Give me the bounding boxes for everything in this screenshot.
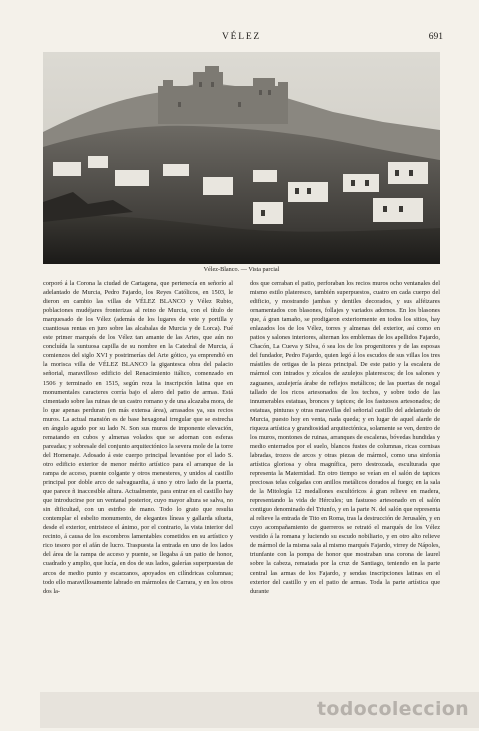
page-title: VÉLEZ bbox=[221, 32, 262, 42]
text-column-left bbox=[43, 279, 233, 679]
running-head bbox=[40, 32, 443, 46]
photo-caption: Vélez-Blanco. — Vista parcial bbox=[203, 266, 280, 273]
castle-photo-illustration bbox=[43, 52, 440, 264]
text-column-right bbox=[250, 279, 440, 679]
body-paragraph-right: dos que cerraban el patio, perforaban los recios muros ocho ventanales del mismo estilo plateresco, también superpuestos, cuatro en cada cuerpo del edificio, y mostrando jambas y dentiles decorados, y sus alféizares ornamentados con blasones, follajes y variados adornos. En los blasones que, á gran tamaño, se prodigaron exteriormente en todos los sitios, hay enlazados los de los Vélez, torres y almenas del exterior, así como en patios y salones interiores, alternan los emblemas de los apellidos Fajardo, Chacón, La Cueva y Silva, ó sea los de los progenitores y de las esposas del fundador, Pedro Fajardo, quien legó á los escudos de sus villas los tres mástiles de ortigas de la pieza principal. De este patio y la escalera de mármol con intrados y zócalos de azulejos platerescos; de los salones y zaguanes, azulejería árabe de reflejos metálicos; de las puertas de nogal tallado de los ricos artesonados de los techos, y sobre todo de las innumerables estatuas, bronces y tapices; de los fastuosos artesonados; de estatuas, pinturas y otras maravillas del señorial castillo del adelantado de Murcia, puesto hoy en venta, nada queda; y en lugar de aquel alarde de riqueza artística y grandiosidad arquitectónica, solamente se ven, dentro de los muros, montones de ruinas, arranques de escaleras, bóvedas hundidas y medio enterrados por el suelo, blancos fustes de columnas, ricas cornisas labradas, trozos de arcos y otras piezas de mármol, como una sinfonía artística gloriosa y obra magnífica, pero destrozada, esculturada que representa la Maternidad. En otro tiempo se veían en el salón de tapices preciosas telas colgadas con anillos metálicos dorados al fuego; en la sala de la Mitología 12 medallones escultóricos á gran relieve en madera, representando la vida de Hércules; un fastuoso artesonado en el salón contiguo denominado del Triunfo, y en la parte N. del salón que representa al relieve la entrada de Tito en Roma, tras la destrucción de Jerusalén, y en cuyo acompañamiento de guerreros se retrató el marqués de los Vélez vestido á la romana y luciendo su escudo nobiliario, y en otro alto relieve de mármol de la misma sala al mismo marqués Fajardo, virrey de Nápoles, triunfante con la pompa de honor que mostraban una corona de laurel sobre la cabeza, rematada por la cruz de Santiago, teniendo en la parte central las armas de los Fajardo, y sendas inscripciones latinas en el exterior del castillo y en el patio de armas. Toda la parte artística que durante bbox=[250, 280, 440, 595]
watermark-band bbox=[40, 692, 479, 728]
watermark-logo: todocoleccion bbox=[316, 698, 469, 720]
body-paragraph-left: corporó á la Corona la ciudad de Cartagena, que pertenecía en señorío al adelantado de Murcia, Pedro Fajardo, los Reyes Católicos, en 1503, le dieron en cambio las villas de VÉLEZ BLANCO y Vélez Rubio, poblaciones mudéjares fronterizas al reino de Murcia, con el título de marquesado de los Vélez (además de los lugares de vete y portilla y cuantiosas rentas en juro sobre las alcabalas de Murcia y de Lorca). Fué este primer marqués de los Vélez tan amante de las Artes, que aún no concluída la suntuosa capilla de su nombre en la Catedral de Murcia, á comienzos del siglo XVI y postrimerías del Arte gótico, ya emprendió en la morisca villa de VÉLEZ BLANCO la gigantesca obra del palacio señorial, maravilloso edificio del Renacimiento itálico, comenzado en 1506 y terminado en 1515, según reza la inscripción latina que en monumentales caracteres corría bajo el alero del patio de armas. Está cimentado sobre las ruinas de un castro romano y de una alcazaba mora, de lo que apenas perduran (en más extensa área), arrasados ya, sus recios muros. La actual mansión es de base hexagonal irregular que se estrecha en ángulo agudo por su lado N. Son sus muros de imponente elevación, rematando en cubos y almenas volados que se adornan con esferas pareadas; y sobresale del conjunto arquitectónico la severa mole de la torre del Homenaje. Adosado á este cuerpo principal levantóse por el lado S. otro edificio exterior de menor mérito artístico para el arranque de la rampa de acceso, puente colgante y otros menesteres, y unidos al castillo principal por doble arco de salvaguardia, á uno y otro lado de la puerta, que parece ñ inaccesible altura. Actualmente, para entrar en el castillo hay que introducirse por un ventanal posterior, cuyo mayor altura se salva, no sin dificultad, con un estribo de mano. Todo lo grato que resulta contemplar el esbelto monumento, de elegantes líneas y gallarda silueta, desde el exterior, entristece el ánimo, por el contrario, la vista interior del recinto, á causa de los escombros lamentables cometidos en su artístico y rico tesoro por el afán de lucro. Traspuesta la entrada en uno de los lados del área de la rampa de acceso y puente, se llegaba á un patio de honor, cuadrado y amplio, que lucía, en dos de sus lados, galerías superpuestas de arcos de medio punto y escarzanos, apoyados en cilíndricas columnas; todo ello maravillosamente labrado en mármoles de Carrara, y en los otros dos la- bbox=[43, 280, 233, 595]
castle-photograph bbox=[43, 52, 440, 264]
page-number: 691 bbox=[428, 32, 443, 42]
